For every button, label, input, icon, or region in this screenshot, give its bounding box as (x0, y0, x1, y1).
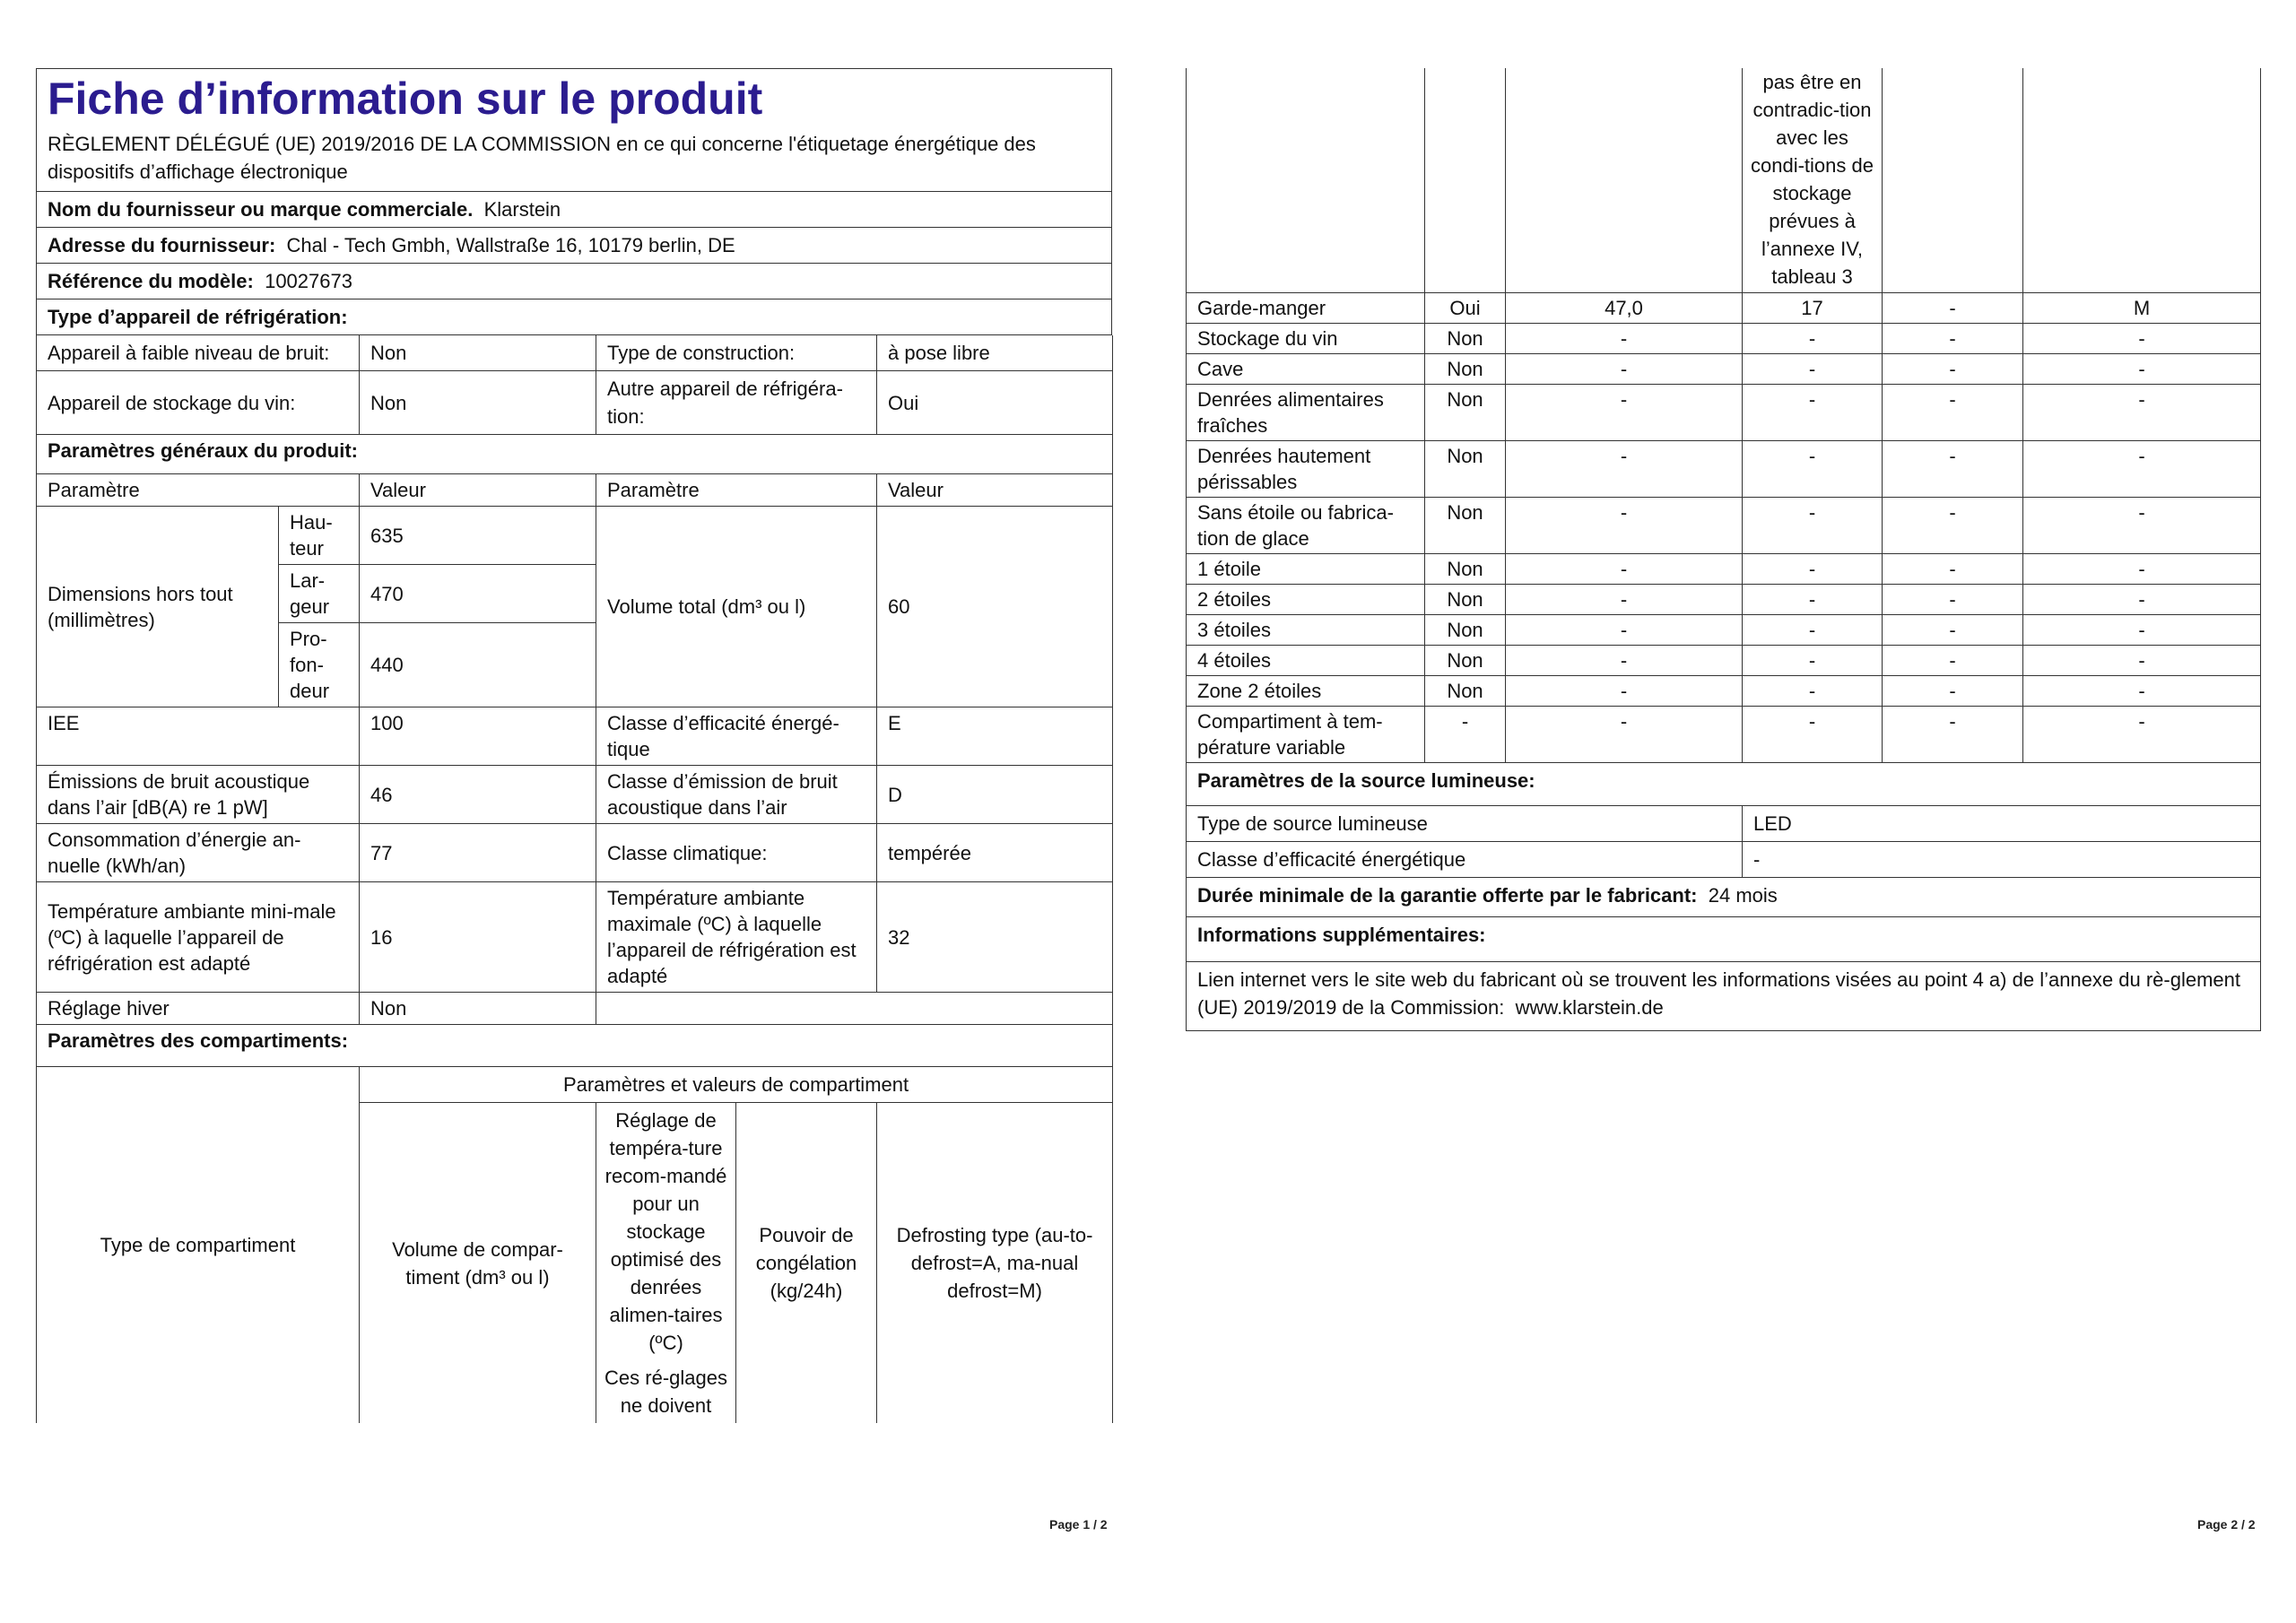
compartment-name: 4 étoiles (1187, 646, 1425, 676)
compartment-name: 1 étoile (1187, 554, 1425, 585)
light-type-label: Type de source lumineuse (1187, 806, 1743, 842)
table-row (37, 882, 1113, 993)
compartment-name: Denrées alimentaires fraîches (1187, 385, 1425, 441)
compartment-present: Non (1425, 385, 1506, 441)
compartment-present: Non (1425, 354, 1506, 385)
compartment-temp: - (1743, 498, 1883, 554)
supplier-label: Nom du fournisseur ou marque commerciale. (48, 198, 474, 221)
table-row (1187, 615, 2261, 646)
comp-temp-note: Ces ré-glages ne doivent (604, 1367, 727, 1417)
compartment-present: Non (1425, 498, 1506, 554)
table-row (1187, 646, 2261, 676)
light-type-value: LED (1743, 806, 2261, 842)
page-number-2: Page 2 / 2 (2197, 1517, 2256, 1532)
compartment-header-table (36, 1067, 1113, 1423)
energy-class-value: E (877, 707, 1113, 766)
compartment-temp: - (1743, 676, 1883, 707)
col-param-2: Paramètre (596, 474, 877, 507)
table-row (37, 474, 1113, 507)
height-label: Hau-teur (279, 507, 360, 565)
compartment-defrost: M (2023, 293, 2261, 324)
appliance-type-table (36, 335, 1113, 474)
compartment-freeze: - (1883, 707, 2023, 763)
address-label: Adresse du fournisseur: (48, 234, 276, 256)
link-row (1187, 962, 2261, 1031)
table-row (1187, 68, 2261, 293)
compartment-present: Non (1425, 646, 1506, 676)
table-row (1187, 585, 2261, 615)
model-label: Référence du modèle: (48, 270, 254, 292)
compartment-defrost: - (2023, 441, 2261, 498)
compartment-temp: 17 (1743, 293, 1883, 324)
col-value: Valeur (360, 474, 596, 507)
link-text: Lien internet vers le site web du fabricant où se trouvent les informations visées au point 4 a) de l’annexe du rè-glement (UE) 2019/2019 de la Commission: (1197, 968, 2240, 1019)
compartment-defrost: - (2023, 585, 2261, 615)
table-row (37, 1067, 1113, 1103)
table-row (37, 766, 1113, 824)
comp-temp-label: Réglage de tempéra-ture recom-mandé pour un stockage optimisé des denrées alimen-taires (ºC) (604, 1109, 727, 1354)
compartment-freeze: - (1883, 646, 2023, 676)
light-class-label: Classe d’efficacité énergétique (1187, 842, 1743, 878)
compartment-temp: - (1743, 354, 1883, 385)
compartments-table (1186, 68, 2261, 763)
consumption-value: 77 (360, 824, 596, 882)
page-title: Fiche d’information sur le produit (48, 74, 763, 124)
compartment-volume: - (1506, 498, 1743, 554)
supplier-value: Klarstein (483, 198, 561, 221)
compartment-freeze: - (1883, 354, 2023, 385)
compartment-defrost: - (2023, 354, 2261, 385)
compartment-temp: - (1743, 707, 1883, 763)
continuation-cell (1506, 68, 1743, 293)
width-value: 470 (360, 565, 596, 623)
table-row (1187, 962, 2261, 1031)
additional-header-text: Informations supplémentaires: (1197, 924, 1486, 946)
noise-value: 46 (360, 766, 596, 824)
compartment-name: 2 étoiles (1187, 585, 1425, 615)
compartment-temp: - (1743, 585, 1883, 615)
compartment-freeze: - (1883, 441, 2023, 498)
light-class-value: - (1743, 842, 2261, 878)
winter-label: Réglage hiver (37, 993, 360, 1025)
compartment-defrost: - (2023, 385, 2261, 441)
compartment-present: Non (1425, 676, 1506, 707)
noise-label: Émissions de bruit acoustique dans l’air [dB(A) re 1 pW] (37, 766, 360, 824)
general-params-table (36, 474, 1113, 1067)
min-temp-value: 16 (360, 882, 596, 993)
general-header-text: Paramètres généraux du produit: (48, 439, 358, 462)
compartment-defrost: - (2023, 498, 2261, 554)
compartments-header-text: Paramètres des compartiments: (48, 1029, 349, 1052)
table-row (1187, 763, 2261, 806)
continuation-cell (2023, 68, 2261, 293)
general-header (37, 435, 1113, 474)
continuation-cell (1883, 68, 2023, 293)
winter-value: Non (360, 993, 596, 1025)
table-row (37, 435, 1113, 474)
energy-class-label: Classe d’efficacité énergé-tique (596, 707, 877, 766)
comp-type-label: Type de compartiment (37, 1067, 360, 1423)
compartment-present: - (1425, 707, 1506, 763)
eei-value: 100 (360, 707, 596, 766)
compartment-volume: - (1506, 554, 1743, 585)
warranty-label: Durée minimale de la garantie offerte par le fabricant: (1197, 884, 1698, 907)
compartment-volume: 47,0 (1506, 293, 1743, 324)
compartment-volume: - (1506, 676, 1743, 707)
light-header-text: Paramètres de la source lumineuse: (1197, 769, 1535, 792)
table-row (1187, 842, 2261, 878)
table-row (1187, 676, 2261, 707)
comp-temp-cell (596, 1103, 736, 1424)
compartment-temp: - (1743, 441, 1883, 498)
compartment-defrost: - (2023, 707, 2261, 763)
continuation-cell (1187, 68, 1425, 293)
compartments-header (37, 1025, 1113, 1067)
col-value-2: Valeur (877, 474, 1113, 507)
additional-header (1187, 917, 2261, 962)
table-row (37, 824, 1113, 882)
page-1 (36, 68, 1112, 1423)
table-row (37, 1025, 1113, 1067)
compartment-name: Zone 2 étoiles (1187, 676, 1425, 707)
compartment-present: Non (1425, 615, 1506, 646)
compartment-volume: - (1506, 324, 1743, 354)
table-row (1187, 917, 2261, 962)
volume-label: Volume total (dm³ ou l) (596, 507, 877, 707)
table-row (1187, 324, 2261, 354)
table-row (1187, 385, 2261, 441)
compartment-freeze: - (1883, 585, 2023, 615)
address-row (36, 228, 1112, 264)
compartment-freeze: - (1883, 615, 2023, 646)
table-row (37, 707, 1113, 766)
compartment-name: Garde-manger (1187, 293, 1425, 324)
table-row (1187, 441, 2261, 498)
col-param: Paramètre (37, 474, 360, 507)
width-label: Lar-geur (279, 565, 360, 623)
min-temp-label: Température ambiante mini-male (ºC) à laquelle l’appareil de réfrigération est adapté (37, 882, 360, 993)
wine-label: Appareil de stockage du vin: (37, 371, 360, 435)
empty-cell (596, 993, 1113, 1025)
appliance-type-header (36, 299, 1112, 335)
eei-label: IEE (37, 707, 360, 766)
compartment-defrost: - (2023, 554, 2261, 585)
compartment-temp: - (1743, 646, 1883, 676)
compartment-name: 3 étoiles (1187, 615, 1425, 646)
table-row (37, 371, 1113, 435)
compartment-temp: - (1743, 324, 1883, 354)
compartment-volume: - (1506, 354, 1743, 385)
depth-label: Pro-fon-deur (279, 623, 360, 707)
page-2 (1186, 68, 2260, 1031)
continuation-cell (1425, 68, 1506, 293)
light-header (1187, 763, 2261, 806)
compartment-present: Oui (1425, 293, 1506, 324)
compartment-defrost: - (2023, 324, 2261, 354)
table-row (1187, 707, 2261, 763)
depth-value: 440 (360, 623, 596, 707)
construction-value: à pose libre (877, 335, 1113, 371)
compartment-name: Stockage du vin (1187, 324, 1425, 354)
table-row (1187, 878, 2261, 917)
climate-value: tempérée (877, 824, 1113, 882)
compartment-freeze: - (1883, 676, 2023, 707)
comp-volume-label: Volume de compar-timent (dm³ ou l) (360, 1103, 596, 1424)
page-number-1: Page 1 / 2 (1049, 1517, 1108, 1532)
climate-label: Classe climatique: (596, 824, 877, 882)
compartment-present: Non (1425, 554, 1506, 585)
warranty-value: 24 mois (1708, 884, 1778, 907)
compartment-volume: - (1506, 707, 1743, 763)
table-row (1187, 806, 2261, 842)
comp-values-header: Paramètres et valeurs de compartiment (360, 1067, 1113, 1103)
comp-freeze-label: Pouvoir de congélation (kg/24h) (736, 1103, 877, 1424)
regulation-text: RÈGLEMENT DÉLÉGUÉ (UE) 2019/2016 DE LA COMMISSION en ce qui concerne l'étiquetage énergétique des dispositifs d’affichage électronique (37, 130, 1111, 192)
compartment-present: Non (1425, 585, 1506, 615)
address-value: Chal - Tech Gmbh, Wallstraße 16, 10179 berlin, DE (286, 234, 735, 256)
compartment-volume: - (1506, 615, 1743, 646)
noise-class-value: D (877, 766, 1113, 824)
comp-temp-note-cont: pas être en contradic-tion avec les condi-tions de stockage prévues à l’annexe IV, tableau 3 (1743, 68, 1883, 293)
compartment-present: Non (1425, 441, 1506, 498)
compartment-freeze: - (1883, 385, 2023, 441)
compartment-temp: - (1743, 554, 1883, 585)
model-value: 10027673 (265, 270, 352, 292)
table-row (1187, 354, 2261, 385)
table-row (1187, 554, 2261, 585)
compartment-defrost: - (2023, 676, 2261, 707)
compartment-rows (1187, 293, 2261, 763)
header-block (36, 68, 1112, 192)
compartment-temp: - (1743, 615, 1883, 646)
compartment-name: Denrées hautement périssables (1187, 441, 1425, 498)
compartment-freeze: - (1883, 324, 2023, 354)
table-row (37, 335, 1113, 371)
compartment-volume: - (1506, 585, 1743, 615)
table-row (37, 507, 1113, 565)
table-row (1187, 293, 2261, 324)
comp-defrost-label: Defrosting type (au-to-defrost=A, ma-nual defrost=M) (877, 1103, 1113, 1424)
other-label: Autre appareil de réfrigéra-tion: (596, 371, 877, 435)
compartment-temp: - (1743, 385, 1883, 441)
appliance-type-header-text: Type d’appareil de réfrigération: (48, 306, 348, 328)
construction-label: Type de construction: (596, 335, 877, 371)
warranty-row (1187, 878, 2261, 917)
low-noise-value: Non (360, 335, 596, 371)
compartment-freeze: - (1883, 498, 2023, 554)
compartment-present: Non (1425, 324, 1506, 354)
dimensions-label: Dimensions hors tout (millimètres) (37, 507, 279, 707)
compartment-volume: - (1506, 646, 1743, 676)
compartment-name: Compartiment à tem-pérature variable (1187, 707, 1425, 763)
consumption-label: Consommation d’énergie an-nuelle (kWh/an) (37, 824, 360, 882)
model-row (36, 264, 1112, 299)
compartment-name: Sans étoile ou fabrica-tion de glace (1187, 498, 1425, 554)
compartment-name: Cave (1187, 354, 1425, 385)
other-value: Oui (877, 371, 1113, 435)
compartment-defrost: - (2023, 646, 2261, 676)
volume-value: 60 (877, 507, 1113, 707)
manufacturer-link[interactable]: www.klarstein.de (1515, 996, 1664, 1019)
wine-value: Non (360, 371, 596, 435)
table-row (37, 993, 1113, 1025)
max-temp-label: Température ambiante maximale (ºC) à laquelle l’appareil de réfrigération est adapté (596, 882, 877, 993)
compartment-volume: - (1506, 385, 1743, 441)
noise-class-label: Classe d’émission de bruit acoustique dans l’air (596, 766, 877, 824)
table-row (1187, 498, 2261, 554)
low-noise-label: Appareil à faible niveau de bruit: (37, 335, 360, 371)
compartment-volume: - (1506, 441, 1743, 498)
compartment-freeze: - (1883, 554, 2023, 585)
compartment-defrost: - (2023, 615, 2261, 646)
light-source-table (1186, 763, 2261, 1031)
supplier-row (36, 192, 1112, 228)
height-value: 635 (360, 507, 596, 565)
max-temp-value: 32 (877, 882, 1113, 993)
compartment-freeze: - (1883, 293, 2023, 324)
